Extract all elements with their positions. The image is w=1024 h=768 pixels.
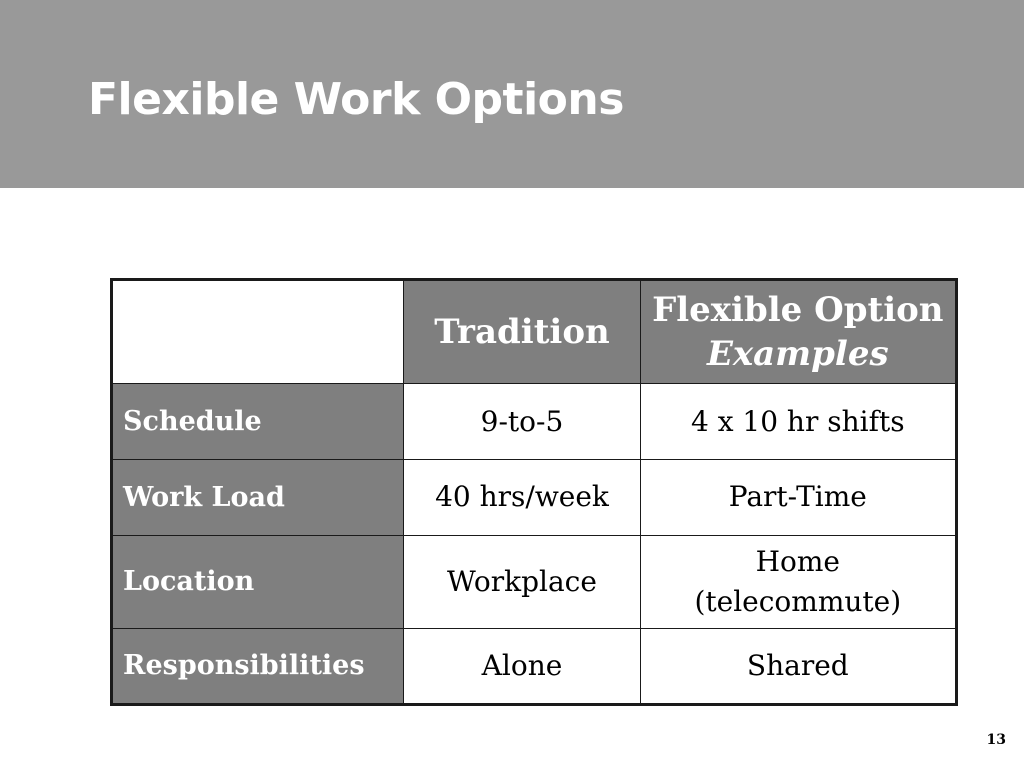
header-flexible-line2: Examples (706, 334, 889, 375)
table-row (112, 628, 957, 704)
table-row (112, 460, 957, 535)
cell-location-flexible (640, 535, 956, 628)
header-flexible-line1: Flexible Option (652, 290, 944, 331)
cell-location-flexible-line2: (telecommute) (694, 584, 902, 618)
row-label-work-load: Work Load (112, 460, 404, 535)
cell-location-flexible-line1: Home (755, 544, 840, 578)
row-label-responsibilities: Responsibilities (112, 628, 404, 704)
row-label-location: Location (112, 535, 404, 628)
header-flexible-option (640, 280, 956, 384)
header-tradition: Tradition (404, 280, 640, 384)
title-bar (0, 0, 1024, 188)
cell-work-load-tradition: 40 hrs/week (404, 460, 640, 535)
slide-title: Flexible Work Options (88, 74, 624, 125)
cell-work-load-flexible: Part-Time (640, 460, 956, 535)
cell-schedule-tradition: 9-to-5 (404, 384, 640, 460)
page-number: 13 (986, 732, 1006, 748)
table-row (112, 384, 957, 460)
work-options-table (110, 278, 958, 706)
cell-location-tradition: Workplace (404, 535, 640, 628)
row-label-schedule: Schedule (112, 384, 404, 460)
cell-schedule-flexible: 4 x 10 hr shifts (640, 384, 956, 460)
table-header-row (112, 280, 957, 384)
table-row (112, 535, 957, 628)
cell-responsibilities-flexible: Shared (640, 628, 956, 704)
cell-responsibilities-tradition: Alone (404, 628, 640, 704)
table-corner-cell (112, 280, 404, 384)
